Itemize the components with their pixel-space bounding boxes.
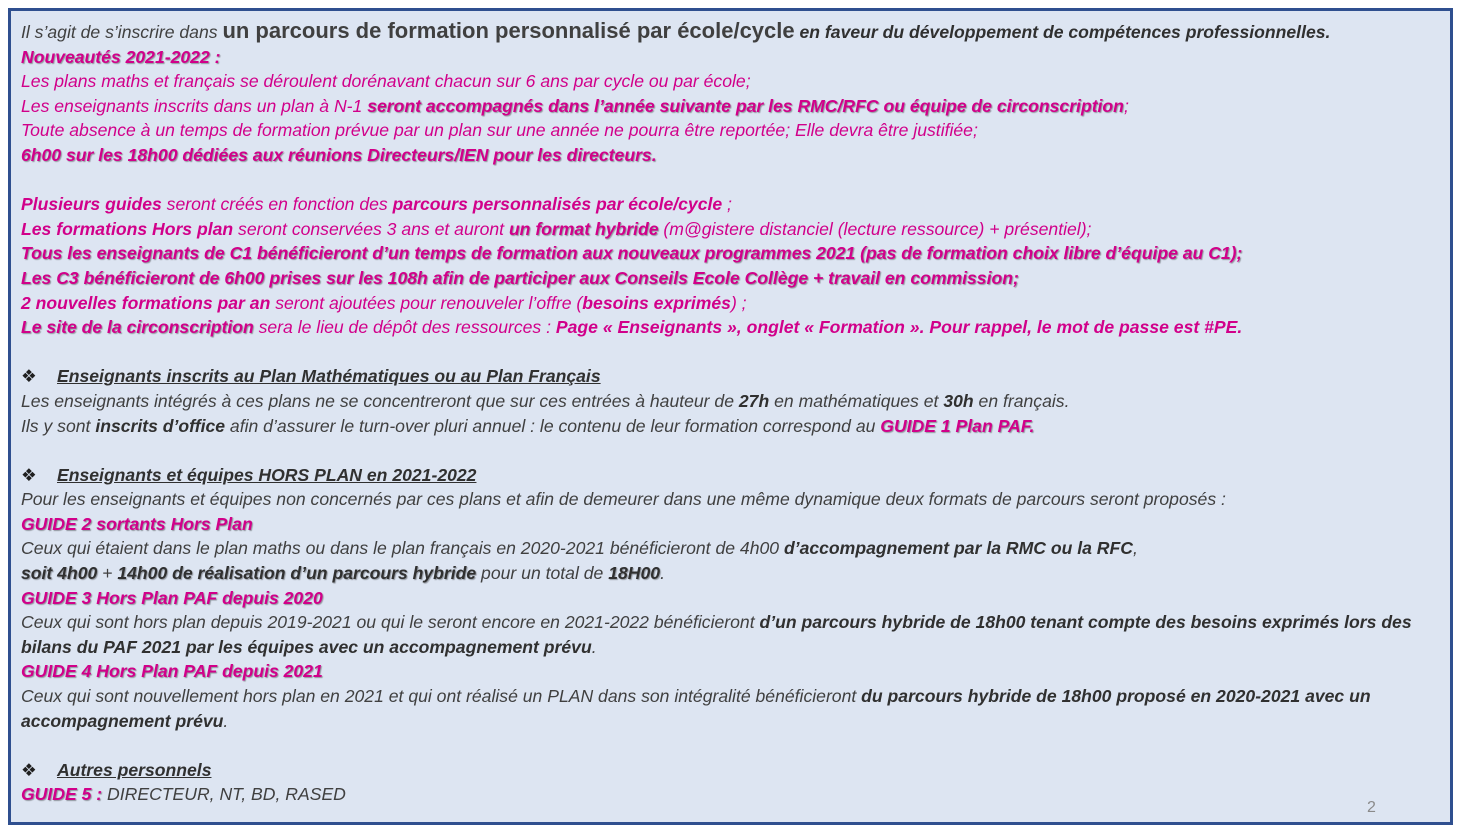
intro-line: Il s’agit de s’inscrire dans un parcours de formation personnalisé par école/cycle en faveur du développement de compétences professionnelles. <box>21 18 1331 43</box>
guide3-title: GUIDE 3 Hors Plan PAF depuis 2020 <box>21 587 323 608</box>
guides-line-3: Tous les enseignants de C1 bénéficieront d’un temps de formation aux nouveaux programmes 2021 (pas de formation choix libre d’équipe au C1); <box>21 243 1243 264</box>
page-number: 2 <box>1367 799 1376 816</box>
diamond-bullet-icon: ❖ <box>21 759 37 780</box>
spacer <box>21 438 1441 463</box>
section2-heading: ❖ Enseignants et équipes HORS PLAN en 2021-2022 <box>21 463 1441 488</box>
guides-line-2: Les formations Hors plan seront conservées 3 ans et auront un format hybride (m@gistere distanciel (lecture ressource) + présentiel); <box>21 218 1092 239</box>
slide-content <box>21 19 1441 807</box>
guides-line-1: Plusieurs guides seront créés en fonction des parcours personnalisés par école/cycle ; <box>21 194 732 215</box>
spacer <box>21 168 1441 193</box>
nouveautes-line-1: Les plans maths et français se déroulent dorénavant chacun sur 6 ans par cycle ou par école; <box>21 71 751 92</box>
nouveautes-title: Nouveautés 2021-2022 : <box>21 46 221 67</box>
section1-line-2: Ils y sont inscrits d’office afin d’assurer le turn-over pluri annuel : le contenu de leur formation correspond au GUIDE 1 Plan PAF. <box>21 415 1035 436</box>
nouveautes-line-2: Les enseignants inscrits dans un plan à N-1 seront accompagnés dans l’année suivante par les RMC/RFC ou équipe de circonscription; <box>21 95 1129 116</box>
guides-line-4: Les C3 bénéficieront de 6h00 prises sur les 108h afin de participer aux Conseils Ecole Collège + travail en commission; <box>21 267 1019 288</box>
section2-intro: Pour les enseignants et équipes non concernés par ces plans et afin de demeurer dans une même dynamique deux formats de parcours seront proposés : <box>21 489 1226 510</box>
nouveautes-line-3: Toute absence à un temps de formation prévue par un plan sur une année ne pourra être reportée; Elle devra être justifiée; <box>21 120 978 141</box>
section3-heading: ❖ Autres personnels <box>21 758 1441 783</box>
guides-line-5: 2 nouvelles formations par an seront ajoutées pour renouveler l’offre (besoins exprimés) ; <box>21 292 747 313</box>
guide2-title: GUIDE 2 sortants Hors Plan <box>21 513 253 534</box>
guide4-text: Ceux qui sont nouvellement hors plan en 2021 et qui ont réalisé un PLAN dans son intégralité bénéficieront du parcours hybride de 18h00 proposé en 2020-2021 avec un accompagnement prévu. <box>21 686 1371 731</box>
spacer <box>21 733 1441 758</box>
guide3-text: Ceux qui sont hors plan depuis 2019-2021 ou qui le seront encore en 2021-2022 bénéficieront d’un parcours hybride de 18h00 tenant compte des besoins exprimés lors des bilans du PAF 2021 par les équipes avec un accompagnement prévu. <box>21 612 1412 657</box>
spacer <box>21 340 1441 365</box>
guide2-line-1: Ceux qui étaient dans le plan maths ou dans le plan français en 2020-2021 bénéficieront de 4h00 d’accompagnement par la RMC ou la RFC, <box>21 538 1138 559</box>
section1-heading: ❖ Enseignants inscrits au Plan Mathématiques ou au Plan Français <box>21 364 1441 389</box>
slide-frame <box>8 8 1453 825</box>
section1-line-1: Les enseignants intégrés à ces plans ne se concentreront que sur ces entrées à hauteur de 27h en mathématiques et 30h en français. <box>21 390 1070 411</box>
guide4-title: GUIDE 4 Hors Plan PAF depuis 2021 <box>21 661 323 682</box>
guide5-line: GUIDE 5 : DIRECTEUR, NT, BD, RASED <box>21 784 346 805</box>
diamond-bullet-icon: ❖ <box>21 464 37 485</box>
diamond-bullet-icon: ❖ <box>21 366 37 387</box>
nouveautes-line-4: 6h00 sur les 18h00 dédiées aux réunions Directeurs/IEN pour les directeurs. <box>21 144 657 165</box>
guides-line-6: Le site de la circonscription sera le lieu de dépôt des ressources : Page « Enseignants », onglet « Formation ». Pour rappel, le mot de passe est #PE. <box>21 317 1243 338</box>
guide2-line-2: soit 4h00 + 14h00 de réalisation d’un parcours hybride pour un total de 18H00. <box>21 563 665 584</box>
